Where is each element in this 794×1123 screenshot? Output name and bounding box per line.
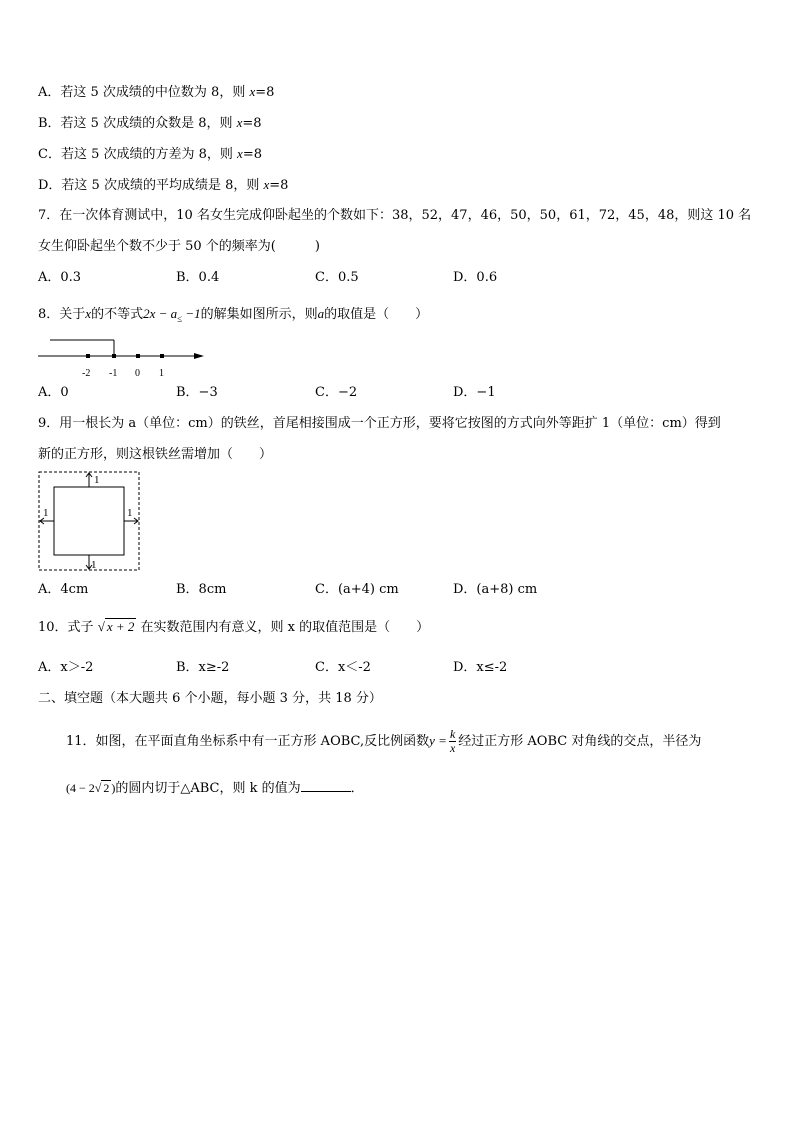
q9-stem-line2: 新的正方形，则这根铁丝需增加（ ） <box>38 447 273 462</box>
q10-option-b: B．x≥-2 <box>176 660 230 675</box>
q9-option-d: D．(a+8) cm <box>453 582 538 597</box>
q7-option-a: A．0.3 <box>38 270 82 285</box>
q6-option-b: B．若这 5 次成绩的众数是 8，则 x=8 <box>38 115 262 131</box>
q7-option-d: D．0.6 <box>453 270 498 285</box>
q6-option-d: D．若这 5 次成绩的平均成绩是 8，则 x=8 <box>38 177 289 193</box>
q6-option-c: C．若这 5 次成绩的方差为 8，则 x=8 <box>38 146 262 162</box>
tick-mark <box>160 354 164 358</box>
q6-option-a: A．若这 5 次成绩的中位数为 8，则 x=8 <box>38 84 275 100</box>
q9-stem-line1: 9．用一根长为 a（单位：cm）的铁丝，首尾相接围成一个正方形，要将它按图的方式向外等距扩 1（单位：cm）得到 <box>38 416 721 431</box>
q10-option-c: C．x＜-2 <box>315 660 371 675</box>
sqrt-expression: √ x + 2 <box>97 619 135 634</box>
q7-option-c: C．0.5 <box>315 270 359 285</box>
square-expansion-figure <box>38 470 142 572</box>
q10-option-a: A．x＞-2 <box>38 660 94 675</box>
tick-label: -2 <box>82 368 91 379</box>
tick-label: 0 <box>135 368 140 379</box>
q8-option-b: B．−3 <box>176 385 218 400</box>
q7-stem-line1: 7．在一次体育测试中，10 名女生完成仰卧起坐的个数如下：38，52，47，46，50，50，61，72，45，48，则这 10 名 <box>38 208 752 223</box>
number-line-figure <box>38 336 208 380</box>
q11-stem-line2: (4 − 2√ 2 )的圆内切于△ABC，则 k 的值为 ． <box>66 781 364 796</box>
tick-mark <box>112 354 116 358</box>
tick-label: 1 <box>159 368 164 379</box>
offset-label-top: 1 <box>94 474 100 486</box>
offset-label-bottom: 1 <box>91 559 97 571</box>
q10-option-d: D．x≤-2 <box>453 660 508 675</box>
q8-stem: 8．关于x的不等式$2x - a_\le -1$的解集如图所示，则a的取值是（ ） <box>38 306 429 324</box>
tick-mark <box>86 354 90 358</box>
tick-label: -1 <box>109 368 118 379</box>
q8-option-a: A．0 <box>38 385 69 400</box>
section-heading: 二、填空题（本大题共 6 个小题，每小题 3 分，共 18 分） <box>38 691 382 706</box>
q9-option-a: A．4cm <box>38 582 89 597</box>
offset-label-right: 1 <box>127 507 133 519</box>
inner-square <box>54 487 124 555</box>
q10-stem: 10．式子 √ x + 2 在实数范围内有意义，则 x 的取值范围是（ ） <box>38 619 430 635</box>
answer-blank[interactable] <box>301 779 351 792</box>
sqrt-two: √ 2 <box>94 781 110 795</box>
offset-label-left: 1 <box>43 507 49 519</box>
tick-mark <box>136 354 140 358</box>
fraction-k-over-x: $\frac{k}{x}$ <box>449 727 456 755</box>
axis-arrow-icon <box>194 353 204 359</box>
q9-option-b: B．8cm <box>176 582 227 597</box>
q8-option-c: C．−2 <box>315 385 358 400</box>
q8-option-d: D．−1 <box>453 385 496 400</box>
q9-option-c: C．(a+4) cm <box>315 582 399 597</box>
q7-option-b: B．0.4 <box>176 270 220 285</box>
q11-stem-line1: 11．如图，在平面直角坐标系中有一正方形 AOBC,反比例函数y = $\frac{k}{x}$ 经过正方形 AOBC 对角线的交点，半径为 <box>66 727 702 755</box>
q7-stem-line2: 女生仰卧起坐个数不少于 50 个的频率为( ) <box>38 239 320 254</box>
